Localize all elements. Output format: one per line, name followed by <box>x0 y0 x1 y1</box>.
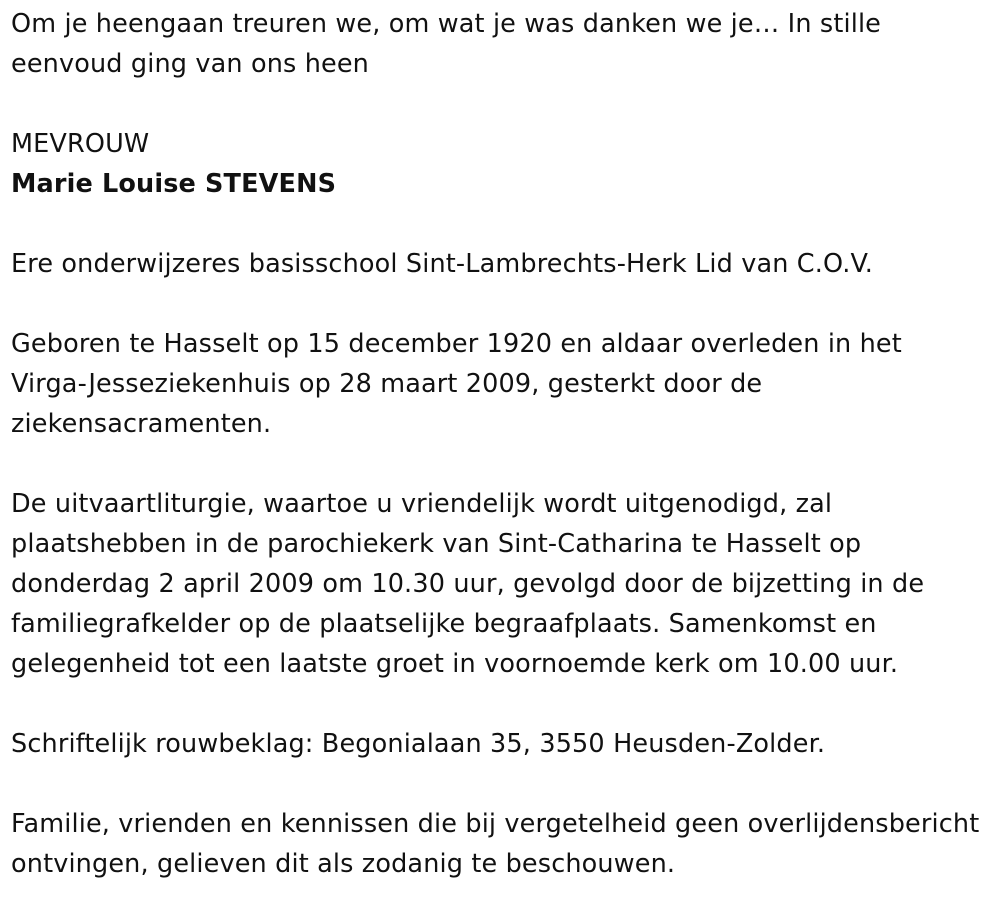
birth-death-paragraph: Geboren te Hasselt op 15 december 1920 en aldaar overleden in het Virga-Jesseziekenhuis op 28 maart 2009, gesterkt door de ziekensacramenten. <box>11 329 902 439</box>
occupation-paragraph: Ere onderwijzeres basisschool Sint-Lambrechts-Herk Lid van C.O.V. <box>11 249 874 279</box>
spacer <box>11 284 986 324</box>
spacer <box>11 204 986 244</box>
funeral-paragraph: De uitvaartliturgie, waartoe u vriendelijk wordt uitgenodigd, zal plaatshebben in de parochiekerk van Sint-Catharina te Hasselt op donderdag 2 april 2009 om 10.30 uur, gevolgd door de bijzetting in de familiegrafkelder op de plaatselijke begraafplaats. Samenkomst en gelegenheid tot een laatste groet in voornoemde kerk om 10.00 uur. <box>11 489 925 679</box>
spacer <box>11 444 986 484</box>
intro-paragraph: Om je heengaan treuren we, om wat je was danken we je… In stille eenvoud ging van ons heen <box>11 9 882 79</box>
death-notice <box>11 4 986 884</box>
closing-paragraph: Familie, vrienden en kennissen die bij vergetelheid geen overlijdensbericht ontvingen, gelieven dit als zodanig te beschouwen. <box>11 809 980 879</box>
condolences-paragraph: Schriftelijk rouwbeklag: Begonialaan 35, 3550 Heusden-Zolder. <box>11 729 826 759</box>
spacer <box>11 764 986 804</box>
spacer <box>11 84 986 124</box>
salutation: MEVROUW <box>11 129 150 159</box>
deceased-name: Marie Louise STEVENS <box>11 169 337 199</box>
spacer <box>11 684 986 724</box>
